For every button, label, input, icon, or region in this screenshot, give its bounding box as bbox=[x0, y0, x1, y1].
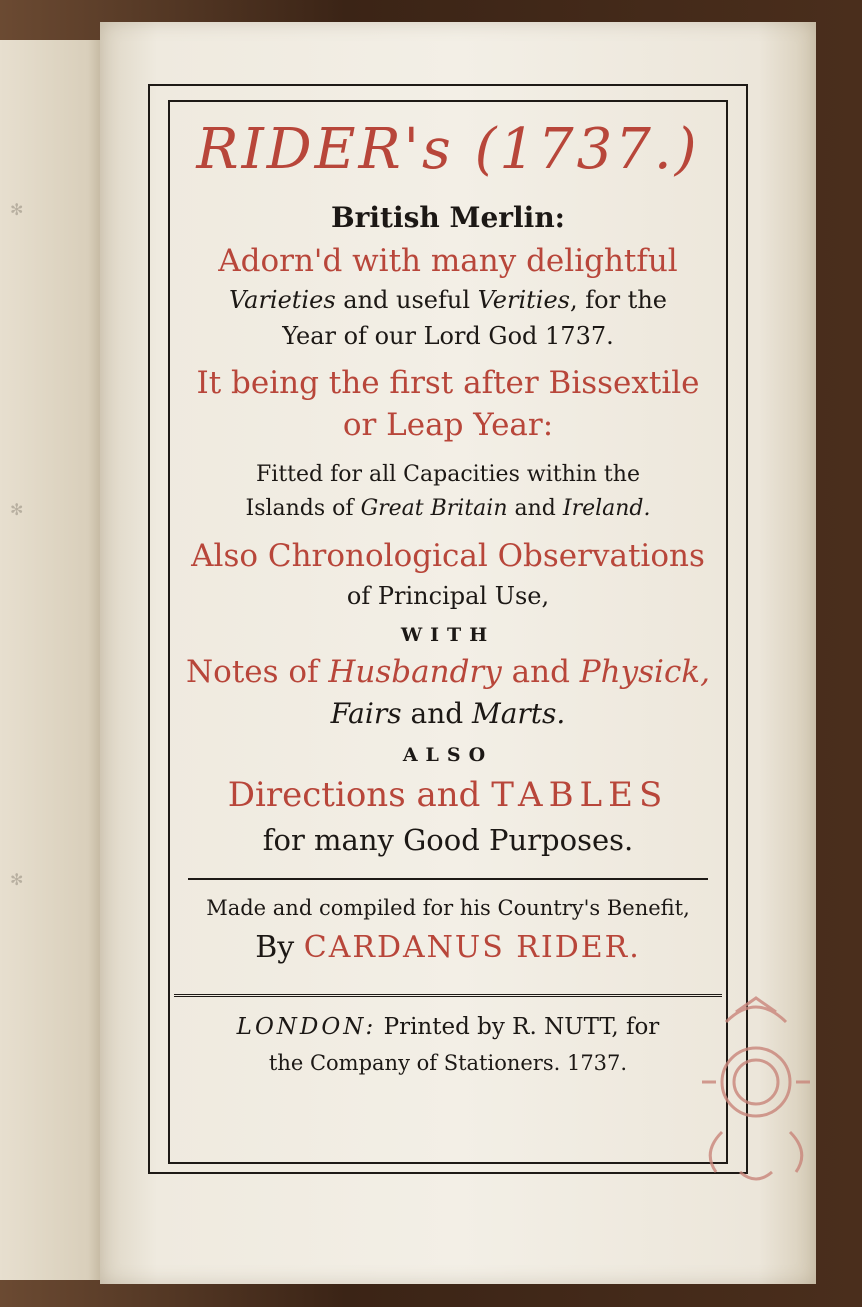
for-the: , for the bbox=[569, 286, 667, 314]
title-page bbox=[100, 22, 816, 1284]
title-page-text bbox=[174, 106, 722, 1152]
physick: Physick, bbox=[579, 654, 710, 690]
marts: Marts. bbox=[472, 697, 566, 730]
by-word: By bbox=[255, 930, 295, 965]
book-subtitle: British Merlin: bbox=[330, 201, 566, 234]
good-purposes-line: for many Good Purposes. bbox=[262, 823, 634, 857]
leap-year-line: or Leap Year: bbox=[342, 407, 554, 443]
directions-and: Directions and bbox=[227, 775, 492, 815]
book-title: RIDER's (1737.) bbox=[196, 117, 700, 182]
verities-word: Verities bbox=[477, 286, 570, 314]
varieties-line bbox=[174, 282, 722, 318]
directions-line bbox=[174, 770, 722, 820]
printed-by: Printed by R. NUTT, for bbox=[376, 1014, 660, 1040]
adorned-line: Adorn'd with many delightful bbox=[218, 243, 678, 279]
double-rule bbox=[174, 994, 722, 997]
great-britain: Great Britain bbox=[360, 496, 508, 521]
bissextile-line: It being the first after Bissextile bbox=[196, 365, 700, 401]
fairs-line bbox=[174, 694, 722, 734]
chronological-line: Also Chronological Observations bbox=[191, 538, 705, 574]
author-line bbox=[174, 926, 722, 970]
author-name: CARDANUS RIDER. bbox=[303, 930, 641, 965]
tables-word: TABLES bbox=[491, 775, 669, 815]
notes-line bbox=[174, 650, 722, 694]
library-stamp-icon bbox=[696, 982, 816, 1202]
london: LONDON: bbox=[236, 1014, 377, 1040]
made-line: Made and compiled for his Country's Benefit, bbox=[206, 896, 690, 920]
varieties-and-useful: and useful bbox=[335, 286, 478, 314]
with-line: WITH bbox=[400, 624, 496, 646]
ireland: Ireland. bbox=[562, 496, 651, 521]
fairs: Fairs bbox=[330, 697, 402, 730]
year-line: Year of our Lord God 1737. bbox=[282, 322, 614, 350]
islands-of: Islands of bbox=[245, 496, 361, 521]
notes-and: and bbox=[501, 654, 580, 690]
husbandry: Husbandry bbox=[328, 654, 502, 690]
fairs-and: and bbox=[401, 697, 473, 730]
islands-line bbox=[174, 492, 722, 526]
also-line: ALSO bbox=[402, 744, 494, 766]
left-page: ✻ ✻ ✻ bbox=[0, 40, 111, 1280]
notes-of: Notes of bbox=[186, 654, 329, 690]
varieties-word: Varieties bbox=[229, 286, 336, 314]
islands-and: and bbox=[507, 496, 563, 521]
principal-use-line: of Principal Use, bbox=[346, 582, 550, 610]
fitted-line: Fitted for all Capacities within the bbox=[256, 462, 640, 487]
imprint-line bbox=[174, 1009, 722, 1045]
company-line: the Company of Stationers. 1737. bbox=[268, 1051, 628, 1075]
divider-rule bbox=[188, 878, 708, 880]
